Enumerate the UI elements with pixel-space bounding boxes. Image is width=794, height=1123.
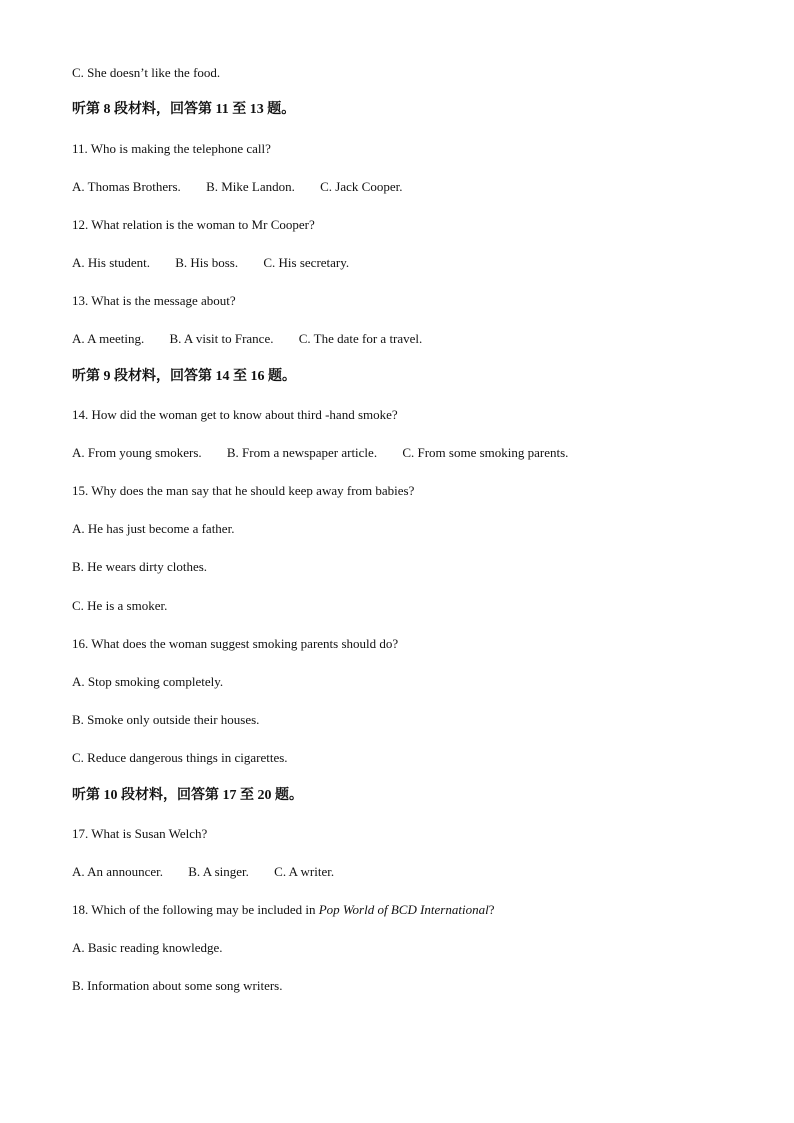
option-line: A. He has just become a father. <box>72 521 235 536</box>
option-line: C. Reduce dangerous things in cigarettes. <box>72 750 288 765</box>
option-line: C. She doesn’t like the food. <box>72 65 221 80</box>
question-text: 11. Who is making the telephone call? <box>72 141 271 156</box>
option-line: C. He is a smoker. <box>72 598 168 613</box>
option-line: A. Basic reading knowledge. <box>72 940 223 955</box>
option-b: B. A visit to France. <box>169 331 274 346</box>
question-text-end: ? <box>488 902 495 917</box>
option-c: C. The date for a travel. <box>298 331 423 346</box>
section-heading: 听第 9 段材料，回答第 14 至 16 题。 <box>72 369 296 384</box>
option-a: A. Thomas Brothers. <box>72 179 181 194</box>
question-text: 12. What relation is the woman to Mr Cooper? <box>72 217 315 232</box>
option-b: B. A singer. <box>188 864 249 879</box>
option-a: A. A meeting. <box>72 331 145 346</box>
option-b: B. From a newspaper article. <box>226 445 378 460</box>
option-b: B. Mike Landon. <box>206 179 295 194</box>
option-line: A. Stop smoking completely. <box>72 674 224 689</box>
options-row <box>72 331 422 347</box>
option-a: A. His student. <box>72 255 150 270</box>
question-text: 16. What does the woman suggest smoking parents should do? <box>72 636 399 651</box>
question-text <box>72 902 494 918</box>
question-text: 13. What is the message about? <box>72 293 236 308</box>
option-b: B. His boss. <box>175 255 239 270</box>
option-a: A. An announcer. <box>72 864 163 879</box>
question-text-start: 18. Which of the following may be included in <box>72 902 319 917</box>
options-row <box>72 445 568 461</box>
option-c: C. A writer. <box>274 864 335 879</box>
section-heading: 听第 8 段材料，回答第 11 至 13 题。 <box>72 102 296 117</box>
option-a: A. From young smokers. <box>72 445 202 460</box>
option-line: B. Information about some song writers. <box>72 978 283 993</box>
question-text: 15. Why does the man say that he should keep away from babies? <box>72 483 415 498</box>
italic-title: Pop World of BCD International <box>318 902 489 917</box>
option-line: B. He wears dirty clothes. <box>72 559 208 574</box>
option-line: B. Smoke only outside their houses. <box>72 712 260 727</box>
options-row <box>72 179 402 195</box>
question-text: 14. How did the woman get to know about third -hand smoke? <box>72 407 398 422</box>
options-row <box>72 255 349 271</box>
option-c: C. From some smoking parents. <box>402 445 569 460</box>
section-heading: 听第 10 段材料，回答第 17 至 20 题。 <box>72 788 303 803</box>
options-row <box>72 864 334 880</box>
option-c: C. His secretary. <box>263 255 350 270</box>
question-text: 17. What is Susan Welch? <box>72 826 208 841</box>
option-c: C. Jack Cooper. <box>320 179 403 194</box>
